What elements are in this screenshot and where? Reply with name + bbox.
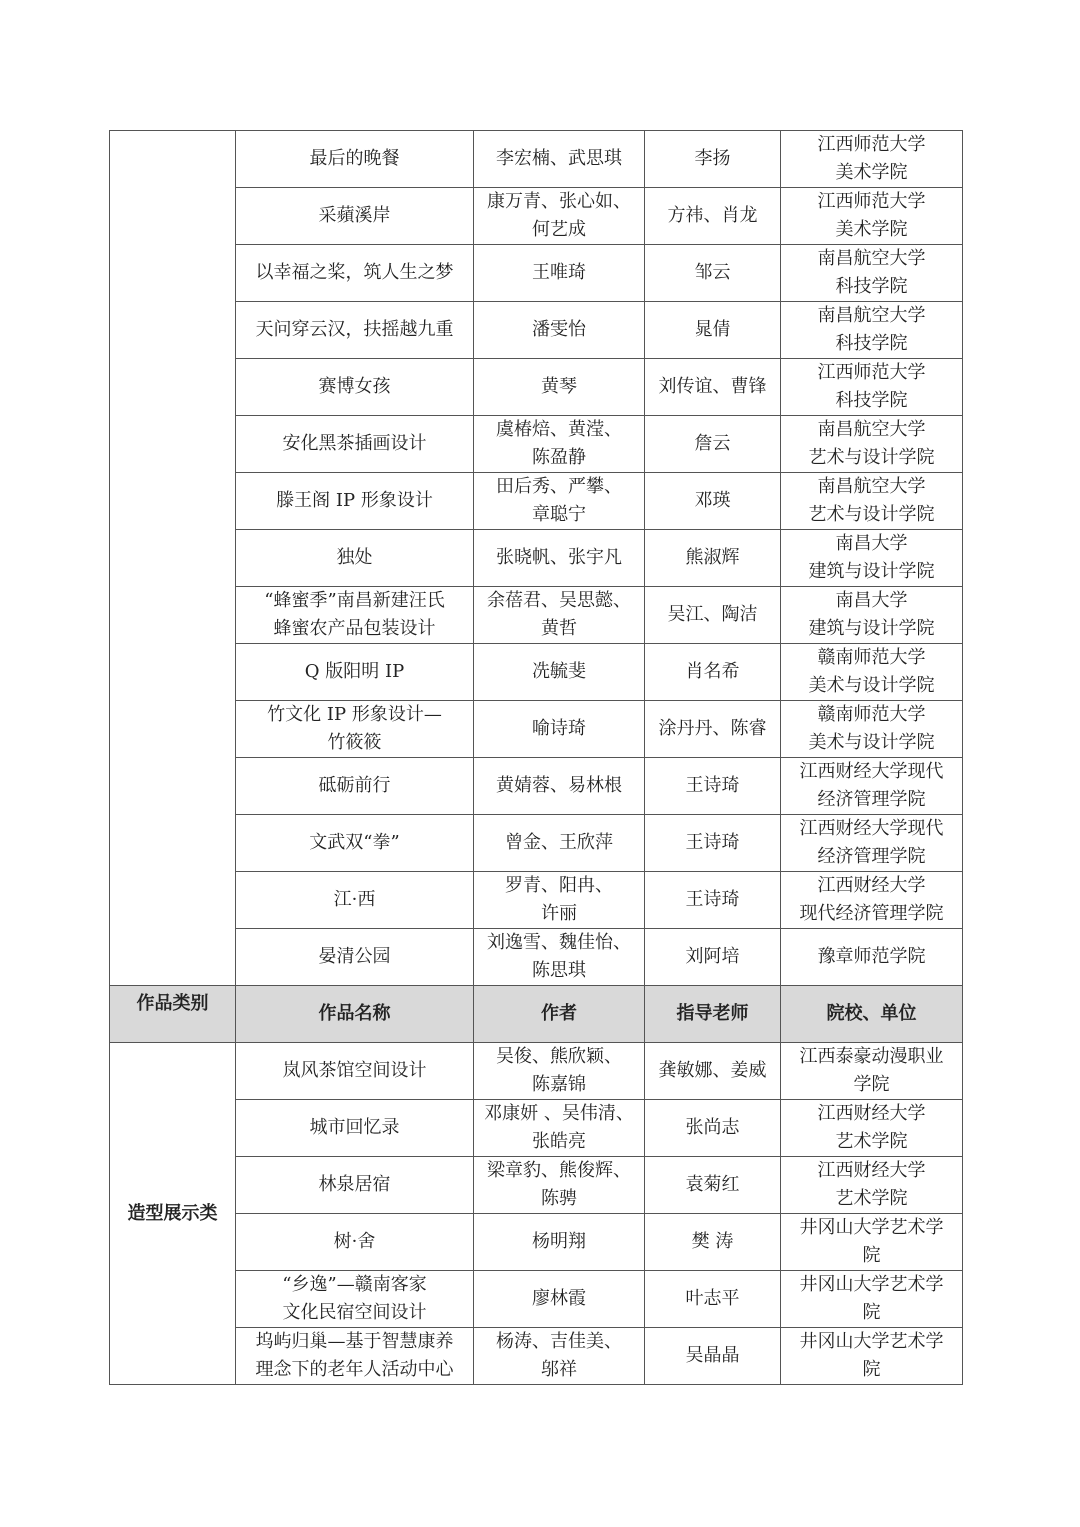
advisor-cell xyxy=(645,929,781,986)
table-row xyxy=(110,416,963,473)
school-cell xyxy=(781,1157,963,1214)
advisor-cell-line: 李扬 xyxy=(694,148,731,169)
advisor-cell xyxy=(645,416,781,473)
advisor-cell-line: 樊 涛 xyxy=(691,1231,734,1252)
school-cell-line: 美术学院 xyxy=(835,162,908,183)
table-row xyxy=(110,1043,963,1100)
author-cell xyxy=(474,1271,645,1328)
author-cell-line: 喻诗琦 xyxy=(532,718,586,739)
school-cell-line: 经济管理学院 xyxy=(817,789,926,810)
header-author-line: 作者 xyxy=(541,1003,577,1024)
author-cell-line: 田后秀、严攀、 xyxy=(496,476,622,497)
work-title-cell xyxy=(236,416,474,473)
table-row xyxy=(110,1100,963,1157)
author-cell-line: 吴俊、熊欣颖、 xyxy=(496,1046,622,1067)
school-cell xyxy=(781,1214,963,1271)
author-cell xyxy=(474,587,645,644)
work-title-cell xyxy=(236,587,474,644)
school-cell-line: 江西师范大学 xyxy=(817,362,926,383)
advisor-cell xyxy=(645,1214,781,1271)
header-advisor xyxy=(645,986,781,1043)
author-cell-line: 陈嘉锦 xyxy=(532,1074,586,1095)
author-cell-line: 曾金、王欣萍 xyxy=(505,832,613,853)
work-title-cell xyxy=(236,530,474,587)
header-author xyxy=(474,986,645,1043)
author-cell xyxy=(474,1100,645,1157)
work-title-cell-line: 文武双“拳” xyxy=(309,832,400,853)
work-title-cell-line: 蜂蜜农产品包装设计 xyxy=(273,618,436,639)
school-cell-line: 南昌航空大学 xyxy=(817,476,926,497)
work-title-cell-line: 城市回忆录 xyxy=(309,1117,400,1138)
author-cell-line: 陈思琪 xyxy=(532,960,586,981)
work-title-cell xyxy=(236,758,474,815)
school-cell-line: 南昌大学 xyxy=(835,590,908,611)
advisor-cell xyxy=(645,872,781,929)
author-cell-line: 冼毓斐 xyxy=(532,661,586,682)
work-title-cell xyxy=(236,815,474,872)
author-cell-line: 陈骋 xyxy=(541,1188,577,1209)
advisor-cell-line: 龚敏娜、姜威 xyxy=(658,1060,767,1081)
advisor-cell-line: 叶志平 xyxy=(685,1288,740,1309)
school-cell-line: 学院 xyxy=(853,1074,890,1095)
school-cell-line: 江西财经大学 xyxy=(817,875,926,896)
school-cell xyxy=(781,245,963,302)
work-title-cell-line: 晏清公园 xyxy=(318,946,391,967)
school-cell-line: 江西师范大学 xyxy=(817,191,926,212)
work-title-cell-line: 安化黑茶插画设计 xyxy=(282,433,427,454)
author-cell-line: 许丽 xyxy=(541,903,577,924)
header-school-line: 院校、单位 xyxy=(826,1003,917,1024)
work-title-cell xyxy=(236,473,474,530)
work-title-cell-line: 林泉居宿 xyxy=(318,1174,391,1195)
advisor-cell-line: 詹云 xyxy=(694,433,731,454)
author-cell xyxy=(474,188,645,245)
advisor-cell-line: 刘传谊、曹锋 xyxy=(658,376,767,397)
school-cell-line: 南昌航空大学 xyxy=(817,248,926,269)
advisor-cell-line: 邹云 xyxy=(694,262,731,283)
section2-category-cell xyxy=(110,1043,236,1385)
school-cell-line: 井冈山大学艺术学 xyxy=(799,1331,944,1352)
table-row xyxy=(110,359,963,416)
work-title-cell-line: 天问穿云汉，扶摇越九重 xyxy=(255,319,454,340)
work-title-cell-line: 最后的晚餐 xyxy=(309,148,400,169)
table-row xyxy=(110,1157,963,1214)
school-cell xyxy=(781,1271,963,1328)
author-cell-line: 虞椿焙、黄滢、 xyxy=(496,419,622,440)
author-cell-line: 何艺成 xyxy=(532,219,586,240)
advisor-cell-line: 张尚志 xyxy=(685,1117,740,1138)
table-row xyxy=(110,929,963,986)
school-cell xyxy=(781,701,963,758)
author-cell-line: 黄哲 xyxy=(541,618,577,639)
advisor-cell xyxy=(645,1100,781,1157)
school-cell-line: 江西财经大学现代 xyxy=(799,761,944,782)
school-cell-line: 建筑与设计学院 xyxy=(808,561,935,582)
school-cell-line: 美术与设计学院 xyxy=(808,675,935,696)
school-cell-line: 南昌大学 xyxy=(835,533,908,554)
work-title-cell xyxy=(236,131,474,188)
work-title-cell xyxy=(236,188,474,245)
section2-category-cell-line: 造型展示类 xyxy=(127,1202,218,1224)
school-cell xyxy=(781,131,963,188)
school-cell xyxy=(781,1100,963,1157)
author-cell-line: 陈盈静 xyxy=(532,447,586,468)
work-title-cell xyxy=(236,302,474,359)
work-title-cell xyxy=(236,644,474,701)
advisor-cell xyxy=(645,1328,781,1385)
advisor-cell-line: 王诗琦 xyxy=(685,889,740,910)
work-title-cell-line: 树·舍 xyxy=(333,1231,376,1252)
school-cell-line: 科技学院 xyxy=(835,390,908,411)
school-cell-line: 江西财经大学 xyxy=(817,1160,926,1181)
work-title-cell-line: 独处 xyxy=(336,547,373,568)
school-cell-line: 赣南师范大学 xyxy=(817,704,926,725)
author-cell xyxy=(474,1214,645,1271)
author-cell-line: 张晓帆、张宇凡 xyxy=(496,547,622,568)
table-row xyxy=(110,1271,963,1328)
advisor-cell xyxy=(645,359,781,416)
work-title-cell xyxy=(236,1157,474,1214)
school-cell xyxy=(781,872,963,929)
work-title-cell xyxy=(236,872,474,929)
school-cell xyxy=(781,473,963,530)
author-cell-line: 罗青、阳冉、 xyxy=(505,875,613,896)
table-row xyxy=(110,131,963,188)
school-cell-line: 井冈山大学艺术学 xyxy=(799,1274,944,1295)
work-title-cell xyxy=(236,1100,474,1157)
school-cell xyxy=(781,302,963,359)
header-category xyxy=(110,986,236,1043)
advisor-cell xyxy=(645,473,781,530)
school-cell-line: 江西师范大学 xyxy=(817,134,926,155)
work-title-cell-line: “蜂蜜季”南昌新建汪氏 xyxy=(264,590,445,611)
author-cell xyxy=(474,1043,645,1100)
advisor-cell-line: 吴江、陶洁 xyxy=(667,604,758,625)
author-cell xyxy=(474,131,645,188)
author-cell xyxy=(474,644,645,701)
author-cell-line: 杨涛、吉佳美、 xyxy=(496,1331,622,1352)
advisor-cell-line: 袁菊红 xyxy=(685,1174,740,1195)
work-title-cell xyxy=(236,245,474,302)
author-cell-line: 余蓓君、吴思懿、 xyxy=(487,590,631,611)
school-cell-line: 艺术与设计学院 xyxy=(808,447,935,468)
advisor-cell xyxy=(645,1043,781,1100)
author-cell xyxy=(474,302,645,359)
school-cell xyxy=(781,644,963,701)
author-cell-line: 邬祥 xyxy=(541,1359,577,1380)
author-cell xyxy=(474,758,645,815)
header-title-line: 作品名称 xyxy=(318,1003,391,1024)
advisor-cell-line: 晁倩 xyxy=(694,319,731,340)
work-title-cell-line: 竹筱筱 xyxy=(327,732,382,753)
advisor-cell xyxy=(645,1271,781,1328)
advisor-cell-line: 王诗琦 xyxy=(685,832,740,853)
school-cell xyxy=(781,359,963,416)
work-title-cell-line: 理念下的老年人活动中心 xyxy=(255,1359,454,1380)
table-row xyxy=(110,1328,963,1385)
school-cell-line: 建筑与设计学院 xyxy=(808,618,935,639)
work-title-cell-line: 赛博女孩 xyxy=(318,376,391,397)
table-row xyxy=(110,245,963,302)
advisor-cell-line: 肖名希 xyxy=(685,661,740,682)
work-title-cell-line: “乡逸”—赣南客家 xyxy=(282,1274,427,1295)
header-row xyxy=(110,986,963,1043)
author-cell xyxy=(474,701,645,758)
work-title-cell-line: 竹文化 IP 形象设计— xyxy=(267,704,442,725)
table-row xyxy=(110,758,963,815)
work-title-cell-line: 采蘋溪岸 xyxy=(318,205,391,226)
table-row xyxy=(110,188,963,245)
author-cell xyxy=(474,473,645,530)
school-cell-line: 经济管理学院 xyxy=(817,846,926,867)
work-title-cell xyxy=(236,1328,474,1385)
author-cell-line: 李宏楠、武思琪 xyxy=(496,148,622,169)
school-cell-line: 艺术学院 xyxy=(835,1188,908,1209)
school-cell-line: 南昌航空大学 xyxy=(817,419,926,440)
table-row xyxy=(110,872,963,929)
school-cell-line: 豫章师范学院 xyxy=(817,946,926,967)
school-cell-line: 艺术学院 xyxy=(835,1131,908,1152)
school-cell-line: 江西财经大学 xyxy=(817,1103,926,1124)
school-cell xyxy=(781,815,963,872)
author-cell xyxy=(474,872,645,929)
advisor-cell-line: 方祎、肖龙 xyxy=(667,205,758,226)
header-title xyxy=(236,986,474,1043)
school-cell-line: 科技学院 xyxy=(835,276,908,297)
advisor-cell xyxy=(645,1157,781,1214)
author-cell xyxy=(474,359,645,416)
school-cell xyxy=(781,416,963,473)
author-cell-line: 黄婧蓉、易林根 xyxy=(496,775,622,796)
school-cell xyxy=(781,587,963,644)
advisor-cell xyxy=(645,701,781,758)
school-cell-line: 院 xyxy=(862,1302,881,1323)
table-row xyxy=(110,1214,963,1271)
work-title-cell xyxy=(236,929,474,986)
school-cell-line: 院 xyxy=(862,1359,881,1380)
school-cell-line: 艺术与设计学院 xyxy=(808,504,935,525)
author-cell xyxy=(474,1157,645,1214)
advisor-cell xyxy=(645,302,781,359)
author-cell xyxy=(474,929,645,986)
author-cell xyxy=(474,530,645,587)
table-row xyxy=(110,701,963,758)
advisor-cell-line: 涂丹丹、陈睿 xyxy=(658,718,767,739)
header-category-line: 作品类别 xyxy=(136,993,209,1014)
school-cell xyxy=(781,1328,963,1385)
author-cell xyxy=(474,245,645,302)
table-row xyxy=(110,473,963,530)
advisor-cell xyxy=(645,815,781,872)
advisor-cell xyxy=(645,245,781,302)
work-title-cell xyxy=(236,1214,474,1271)
author-cell-line: 张皓亮 xyxy=(532,1131,586,1152)
work-title-cell-line: 岚风茶馆空间设计 xyxy=(282,1060,427,1081)
table-row xyxy=(110,530,963,587)
author-cell-line: 邓康妍 、吴伟清、 xyxy=(484,1103,634,1124)
advisor-cell xyxy=(645,131,781,188)
school-cell xyxy=(781,929,963,986)
school-cell xyxy=(781,188,963,245)
work-title-cell xyxy=(236,701,474,758)
school-cell xyxy=(781,1043,963,1100)
work-title-cell xyxy=(236,359,474,416)
author-cell-line: 刘逸雪、魏佳怡、 xyxy=(487,932,631,953)
author-cell-line: 梁章豹、熊俊辉、 xyxy=(487,1160,631,1181)
advisor-cell xyxy=(645,530,781,587)
school-cell xyxy=(781,758,963,815)
school-cell-line: 江西财经大学现代 xyxy=(799,818,944,839)
school-cell-line: 南昌航空大学 xyxy=(817,305,926,326)
school-cell-line: 江西泰豪动漫职业 xyxy=(799,1046,944,1067)
work-title-cell-line: 江·西 xyxy=(333,889,376,910)
author-cell-line: 王唯琦 xyxy=(532,262,586,283)
table-row xyxy=(110,587,963,644)
author-cell-line: 康万青、张心如、 xyxy=(487,191,631,212)
author-cell xyxy=(474,1328,645,1385)
advisor-cell-line: 邓瑛 xyxy=(694,490,731,511)
work-title-cell xyxy=(236,1043,474,1100)
work-title-cell-line: 以幸福之桨，筑人生之梦 xyxy=(255,262,454,283)
school-cell xyxy=(781,530,963,587)
work-title-cell-line: Q 版阳明 IP xyxy=(304,661,405,682)
header-advisor-line: 指导老师 xyxy=(676,1003,749,1024)
header-school xyxy=(781,986,963,1043)
author-cell-line: 廖林霞 xyxy=(532,1288,586,1309)
advisor-cell-line: 王诗琦 xyxy=(685,775,740,796)
work-title-cell-line: 坞屿归巢—基于智慧康养 xyxy=(255,1331,454,1352)
advisor-cell xyxy=(645,758,781,815)
table-row xyxy=(110,644,963,701)
work-title-cell-line: 砥砺前行 xyxy=(318,775,391,796)
table-row xyxy=(110,302,963,359)
work-title-cell-line: 滕王阁 IP 形象设计 xyxy=(276,490,433,511)
school-cell-line: 赣南师范大学 xyxy=(817,647,926,668)
author-cell-line: 黄琴 xyxy=(541,376,577,397)
work-title-cell-line: 文化民宿空间设计 xyxy=(282,1302,427,1323)
author-cell-line: 章聪宁 xyxy=(532,504,586,525)
author-cell-line: 潘雯怡 xyxy=(532,319,586,340)
advisor-cell xyxy=(645,644,781,701)
advisor-cell xyxy=(645,188,781,245)
school-cell-line: 美术学院 xyxy=(835,219,908,240)
advisor-cell-line: 吴晶晶 xyxy=(685,1345,740,1366)
advisor-cell xyxy=(645,587,781,644)
table-row xyxy=(110,815,963,872)
school-cell-line: 院 xyxy=(862,1245,881,1266)
advisor-cell-line: 熊淑辉 xyxy=(685,547,740,568)
awards-table xyxy=(109,130,963,1385)
school-cell-line: 现代经济管理学院 xyxy=(799,903,944,924)
school-cell-line: 井冈山大学艺术学 xyxy=(799,1217,944,1238)
author-cell-line: 杨明翔 xyxy=(532,1231,586,1252)
school-cell-line: 美术与设计学院 xyxy=(808,732,935,753)
section1-category-cell xyxy=(110,131,236,986)
advisor-cell-line: 刘阿培 xyxy=(685,946,740,967)
author-cell xyxy=(474,815,645,872)
work-title-cell xyxy=(236,1271,474,1328)
author-cell xyxy=(474,416,645,473)
school-cell-line: 科技学院 xyxy=(835,333,908,354)
